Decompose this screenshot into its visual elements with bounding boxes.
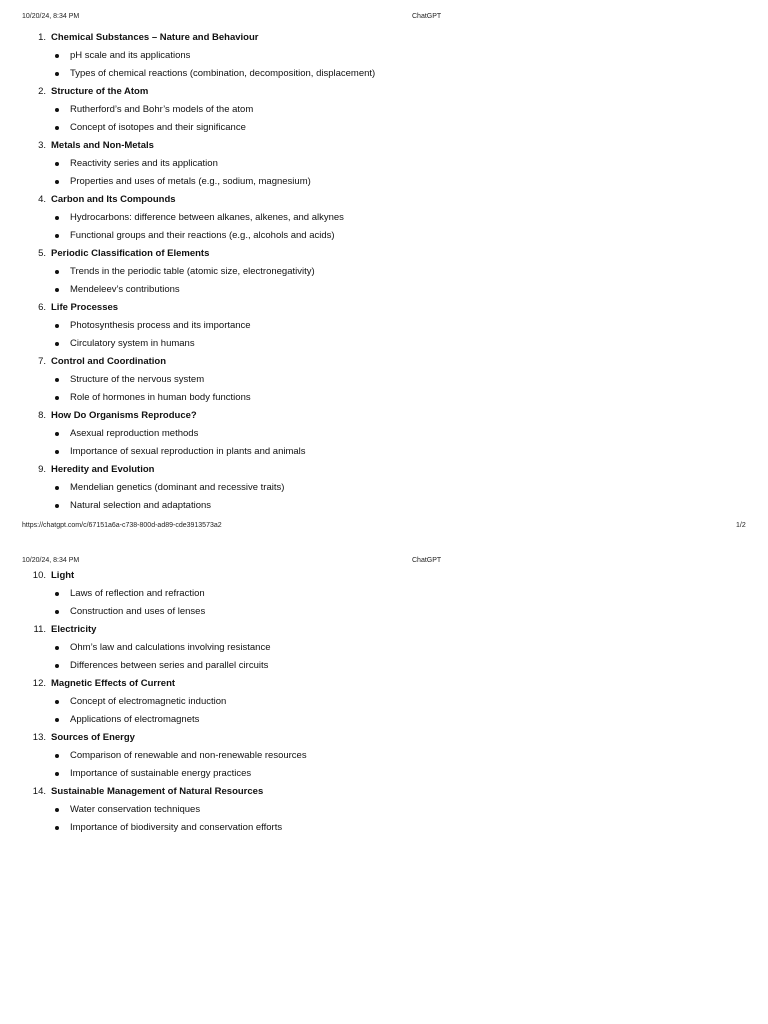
topic-number: 8.	[38, 410, 46, 421]
topic-number: 13.	[32, 732, 46, 743]
topic-heading	[0, 299, 768, 317]
bullet-icon	[55, 378, 59, 382]
bullet-icon	[55, 180, 59, 184]
list-item	[0, 425, 768, 443]
list-item	[0, 693, 768, 711]
list-item-text: Natural selection and adaptations	[70, 500, 212, 511]
bullet-icon	[55, 432, 59, 436]
bullet-icon	[55, 126, 59, 130]
bullet-icon	[55, 486, 59, 490]
topic-title: Carbon and Its Compounds	[51, 194, 176, 205]
list-item	[0, 639, 768, 657]
bullet-icon	[55, 754, 59, 758]
list-item-text: Construction and uses of lenses	[70, 606, 206, 617]
topic-title: Electricity	[51, 624, 97, 635]
topic-title: Metals and Non-Metals	[51, 140, 154, 151]
bullet-icon	[55, 72, 59, 76]
page1-page-number: 1/2	[736, 522, 746, 529]
topic-heading	[0, 29, 768, 47]
list-item	[0, 47, 768, 65]
page1-footer-url[interactable]: https://chatgpt.com/c/67151a6a-c738-800d-ad89-cde3913573a2	[22, 522, 222, 529]
list-item	[0, 173, 768, 191]
topic-number: 9.	[38, 464, 46, 475]
list-item-text: Asexual reproduction methods	[70, 428, 199, 439]
bullet-icon	[55, 504, 59, 508]
list-item	[0, 209, 768, 227]
topic-heading	[0, 191, 768, 209]
list-item-text: Trends in the periodic table (atomic size, electronegativity)	[70, 266, 315, 277]
list-item-text: Importance of sexual reproduction in plants and animals	[70, 446, 306, 457]
list-item	[0, 371, 768, 389]
topic-title: Heredity and Evolution	[51, 464, 155, 475]
bullet-icon	[55, 108, 59, 112]
list-item-text: Functional groups and their reactions (e.g., alcohols and acids)	[70, 230, 335, 241]
bullet-icon	[55, 396, 59, 400]
list-item-text: Ohm’s law and calculations involving resistance	[70, 642, 271, 653]
list-item	[0, 281, 768, 299]
bullet-icon	[55, 772, 59, 776]
list-item-text: Water conservation techniques	[70, 804, 201, 815]
bullet-icon	[55, 450, 59, 454]
topic-title: Sources of Energy	[51, 732, 135, 743]
page1-app-title: ChatGPT	[412, 13, 442, 20]
list-item-text: Role of hormones in human body functions	[70, 392, 251, 403]
list-item-text: Concept of electromagnetic induction	[70, 696, 227, 707]
list-item-text: Circulatory system in humans	[70, 338, 195, 349]
list-item	[0, 711, 768, 729]
topic-number: 11.	[33, 624, 46, 635]
list-item	[0, 765, 768, 783]
page1-datetime: 10/20/24, 8:34 PM	[22, 13, 80, 20]
bullet-icon	[55, 646, 59, 650]
list-item	[0, 801, 768, 819]
bullet-icon	[55, 288, 59, 292]
list-item	[0, 65, 768, 83]
list-item-text: Reactivity series and its application	[70, 158, 218, 169]
bullet-icon	[55, 610, 59, 614]
topic-heading	[0, 567, 768, 585]
list-item	[0, 585, 768, 603]
topic-number: 2.	[38, 86, 46, 97]
topic-title: Control and Coordination	[51, 356, 167, 367]
list-item	[0, 119, 768, 137]
bullet-icon	[55, 342, 59, 346]
page2-app-title: ChatGPT	[412, 557, 442, 564]
topic-title: Structure of the Atom	[51, 86, 149, 97]
topic-heading	[0, 729, 768, 747]
bullet-icon	[55, 216, 59, 220]
list-item	[0, 497, 768, 515]
topic-heading	[0, 83, 768, 101]
list-item	[0, 389, 768, 407]
list-item	[0, 263, 768, 281]
topic-heading	[0, 621, 768, 639]
topic-heading	[0, 407, 768, 425]
bullet-icon	[55, 592, 59, 596]
topic-heading	[0, 245, 768, 263]
topic-title: How Do Organisms Reproduce?	[51, 410, 197, 421]
list-item-text: Laws of reflection and refraction	[70, 588, 205, 599]
topic-number: 5.	[38, 248, 46, 259]
list-item	[0, 227, 768, 245]
topic-title: Chemical Substances – Nature and Behaviour	[51, 32, 259, 43]
list-item-text: Concept of isotopes and their significance	[70, 122, 246, 133]
topic-heading	[0, 675, 768, 693]
list-item-text: Importance of sustainable energy practices	[70, 768, 252, 779]
list-item-text: Mendeleev’s contributions	[70, 284, 180, 295]
bullet-icon	[55, 664, 59, 668]
bullet-icon	[55, 270, 59, 274]
topic-title: Light	[51, 570, 75, 581]
list-item-text: Applications of electromagnets	[70, 714, 200, 725]
list-item-text: pH scale and its applications	[70, 50, 191, 61]
list-item-text: Types of chemical reactions (combination, decomposition, displacement)	[70, 68, 376, 79]
list-item	[0, 335, 768, 353]
topic-heading	[0, 137, 768, 155]
topic-title: Magnetic Effects of Current	[51, 678, 176, 689]
list-item	[0, 155, 768, 173]
list-item-text: Comparison of renewable and non-renewable resources	[70, 750, 307, 761]
bullet-icon	[55, 700, 59, 704]
topic-title: Life Processes	[51, 302, 119, 313]
list-item	[0, 479, 768, 497]
topic-number: 14.	[32, 786, 46, 797]
bullet-icon	[55, 54, 59, 58]
bullet-icon	[55, 808, 59, 812]
topic-number: 7.	[38, 356, 46, 367]
list-item	[0, 747, 768, 765]
list-item-text: Rutherford’s and Bohr’s models of the atom	[70, 104, 254, 115]
topic-number: 10.	[32, 570, 46, 581]
list-item	[0, 657, 768, 675]
list-item-text: Structure of the nervous system	[70, 374, 205, 385]
list-item	[0, 819, 768, 837]
list-item-text: Importance of biodiversity and conservation efforts	[70, 822, 283, 833]
list-item-text: Differences between series and parallel circuits	[70, 660, 269, 671]
topic-number: 4.	[38, 194, 46, 205]
list-item	[0, 101, 768, 119]
bullet-icon	[55, 234, 59, 238]
topic-number: 6.	[38, 302, 46, 313]
list-item-text: Photosynthesis process and its importance	[70, 320, 251, 331]
topic-heading	[0, 461, 768, 479]
topic-heading	[0, 353, 768, 371]
list-item	[0, 603, 768, 621]
topic-number: 12.	[32, 678, 46, 689]
list-item	[0, 443, 768, 461]
list-item-text: Properties and uses of metals (e.g., sodium, magnesium)	[70, 176, 311, 187]
topic-number: 3.	[38, 140, 46, 151]
list-item	[0, 317, 768, 335]
topic-title: Periodic Classification of Elements	[51, 248, 210, 259]
topic-number: 1.	[38, 32, 46, 43]
list-item-text: Mendelian genetics (dominant and recessive traits)	[70, 482, 285, 493]
bullet-icon	[55, 718, 59, 722]
topic-heading	[0, 783, 768, 801]
bullet-icon	[55, 324, 59, 328]
topic-title: Sustainable Management of Natural Resources	[51, 786, 264, 797]
bullet-icon	[55, 162, 59, 166]
list-item-text: Hydrocarbons: difference between alkanes, alkenes, and alkynes	[70, 212, 344, 223]
bullet-icon	[55, 826, 59, 830]
page2-datetime: 10/20/24, 8:34 PM	[22, 557, 80, 564]
